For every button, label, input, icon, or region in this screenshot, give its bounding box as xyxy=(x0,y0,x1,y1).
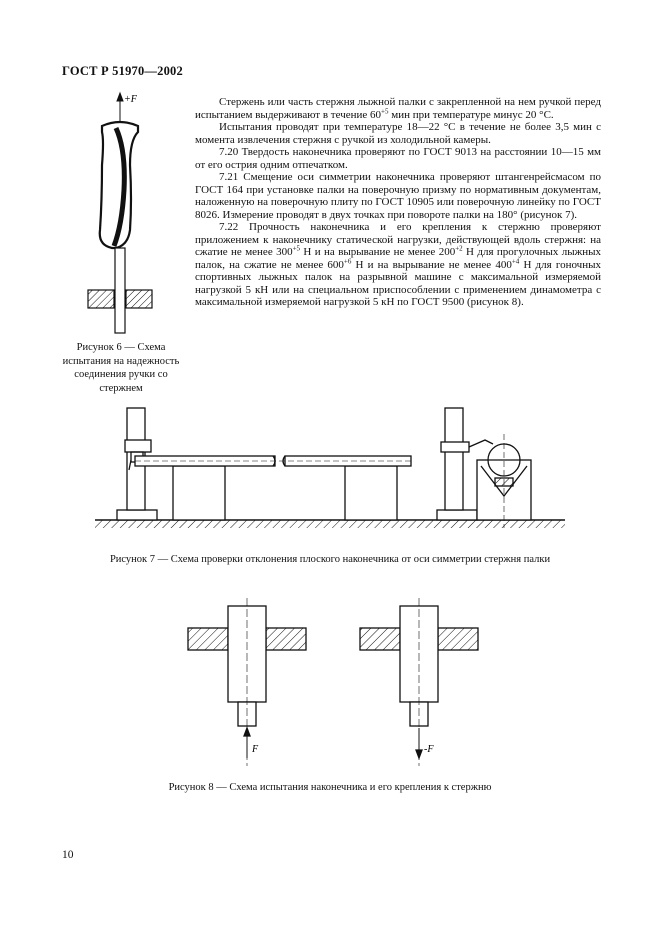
test-setup-tension xyxy=(360,598,478,766)
paragraph-2: Испытания проводят при температуре 18—22 °С в течение не более 3,5 мин с момента извлечения стержня с ручкой из холодильной камеры. xyxy=(195,121,601,146)
body-text xyxy=(195,96,601,309)
ski-pole-shaft xyxy=(115,248,125,333)
paragraph-7-20: 7.20 Твердость наконечника проверяют по ГОСТ 9013 на расстоянии 10—15 мм от его острия одним отпечатком. xyxy=(195,146,601,171)
force-label-tension: -F xyxy=(424,744,434,755)
force-arrow-up xyxy=(117,93,123,122)
figure-7-drawing xyxy=(95,400,565,540)
ski-pole-horizontal xyxy=(135,456,411,466)
figure-7-caption: Рисунок 7 — Схема проверки отклонения плоского наконечника от оси симметрии стержня палки xyxy=(109,554,551,565)
document-header: ГОСТ Р 51970—2002 xyxy=(62,64,183,78)
force-label-compression: F xyxy=(252,744,259,755)
force-label-f6: +F xyxy=(124,94,137,105)
paragraph-7-21: 7.21 Смещение оси симметрии наконечника проверяют штангенрейсмасом по ГОСТ 164 при установке палки на поверочную призму по нормативным документам, наложенную на поверочную плиту по ГОСТ 10905 или поверочную линейку по ГОСТ 8026. Измерение проводят в двух точках при повороте палки на 180° (рисунок 7). xyxy=(195,171,601,221)
prism-support-left xyxy=(173,466,225,520)
test-setup-compression xyxy=(188,598,306,766)
page-number: 10 xyxy=(62,849,74,861)
figure-6-caption: Рисунок 6 — Схема испытания на надежность соединения ручки со стержнем xyxy=(62,342,180,394)
prism-with-tip-section xyxy=(477,434,531,528)
paragraph-1: Стержень или часть стержня лыжной палки с закрепленной на нем ручкой перед испытанием выдерживают в течение $60^{+5}$ мин при температуре минус 20 °С. xyxy=(195,96,601,121)
clamp-left xyxy=(88,290,114,308)
clamp-right xyxy=(126,290,152,308)
paragraph-7-22: 7.22 Прочность наконечника и его крепления к стержню проверяют приложением к наконечнику статической нагрузки, действующей вдоль стержня: на сжатие не менее $300^{+5}$ Н и на вырывание не менее $200^{+2}$ Н для прогулочных лыжных палок, на сжатие не менее $600^{+6}$ Н и на вырывание не менее $400^{+4}$ Н для гоночных спортивных лыжных палок на разрывной машине с максимальной измеряемой нагрузкой 5 кН или на специальном приспособлении с применением динамометра с максимальной измеряемой нагрузкой 5 кН по ГОСТ 9500 (рисунок 8). xyxy=(195,221,601,308)
prism-support-right xyxy=(345,466,397,520)
figure-6-drawing xyxy=(80,90,180,340)
figure-8-caption: Рисунок 8 — Схема испытания наконечника и его крепления к стержню xyxy=(168,782,492,793)
figure-8-drawing xyxy=(180,598,500,766)
